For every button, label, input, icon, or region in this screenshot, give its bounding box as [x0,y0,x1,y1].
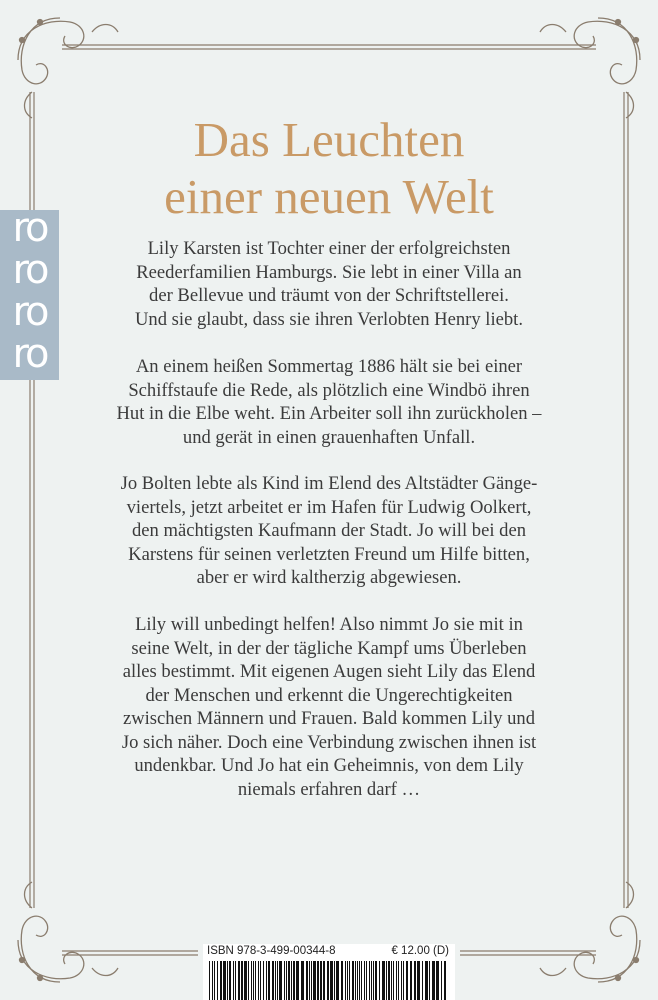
publisher-logo [0,210,59,380]
barcode-bar [379,961,380,1000]
barcode-bar [279,961,282,1000]
barcode-bar [398,961,399,1000]
barcode-bar [441,961,442,1000]
barcode-bar [410,961,412,1000]
barcode-bar [214,961,215,1000]
barcode-bar [251,961,252,1000]
barcode-bar [429,961,430,1000]
barcode-bar [375,961,377,1000]
text-line: Und sie glaubt, dass sie ihren Verlobten Henry liebt. [135,308,523,330]
barcode-bar [349,961,350,1000]
text-line: Hut in die Elbe weht. Ein Arbeiter soll ihn zurückholen – [116,403,542,424]
barcode-bar [327,961,329,1000]
barcode-bar [217,961,218,1000]
barcode-bar [306,961,308,1000]
text-line: Jo Bolten lebte als Kind im Elend des Altstädter Gänge- [120,473,538,494]
barcode-bar [286,961,287,1000]
publisher-logo-row: ro [12,210,47,251]
barcode-bar [352,961,354,1000]
barcode-bar [391,961,392,1000]
barcode-bar [209,961,210,1000]
barcode-bar [361,961,362,1000]
text-line: niemals erfahren darf … [237,778,421,800]
barcode-bar [233,961,234,1000]
barcode-bar [255,961,256,1000]
barcode-bar [393,961,394,1000]
barcode-bar [334,961,335,1000]
barcode-bar [403,961,404,1000]
book-title-line-1: Das Leuchten [193,112,465,167]
barcode-label [203,944,455,1000]
isbn-text: ISBN 978-3-499-00344-8 [207,945,336,957]
barcode-bar [313,961,316,1000]
barcode-bar [388,961,390,1000]
barcode-bar [266,961,267,1000]
text-line: Reederfamilien Hamburgs. Sie lebt in einer Villa an [136,261,522,283]
blurb-paragraph-4 [60,613,598,801]
barcode-bar [371,961,372,1000]
barcode-bar [317,961,319,1000]
barcode-bar [373,961,374,1000]
barcode-bar [336,961,339,1000]
barcode-bar [235,961,236,1000]
barcode-bar [444,961,446,1000]
barcode-bar [366,961,367,1000]
barcode-bar [293,961,295,1000]
text-line: zwischen Männern und Frauen. Bald kommen Lily und [122,708,536,729]
barcode-bar [258,961,259,1000]
text-line: An einem heißen Sommertag 1886 hält sie bei einer [135,356,523,377]
barcode-bar [417,961,420,1000]
barcode-bar [355,961,356,1000]
barcode-bar [357,961,358,1000]
barcode-bar [268,961,270,1000]
barcode-bar [347,961,348,1000]
blurb-paragraph-2 [60,355,598,449]
barcode-bar [425,961,428,1000]
text-line: viertels, jetzt arbeitet er im Hafen für Ludwig Oolkert, [126,496,532,518]
barcode-bar [227,961,228,1000]
barcode-bar [272,961,274,1000]
book-title-line-2: einer neuen Welt [164,169,494,224]
blurb-paragraph-1 [60,237,598,331]
barcode-bar [311,961,312,1000]
barcode-bar [296,961,299,1000]
barcode-bar [301,961,304,1000]
text-line: der Bellevue und träumt von der Schriftstellerei. [149,285,509,306]
publisher-logo-row: ro [12,331,47,377]
barcode-bar [309,961,310,1000]
text-line: alles bestimmt. Mit eigenen Augen sieht Lily das Elend [122,661,536,682]
barcode-bar [284,961,285,1000]
barcode-bar [406,961,408,1000]
barcode-bar [436,961,439,1000]
text-line: Lily Karsten ist Tochter einer der erfolgreichsten [147,238,511,259]
barcode-bar [263,961,264,1000]
barcode-bar [320,961,322,1000]
publisher-logo-row: ro [12,247,47,293]
barcode-bar [414,961,416,1000]
text-line: Karstens für seinen verletzten Freund um Hilfe bitten, [128,543,530,565]
barcode-bar [248,961,249,1000]
barcode-bar [382,961,385,1000]
barcode-bar [241,961,243,1000]
corner-ornament-bottom-left [18,882,118,982]
barcode-bar [229,961,231,1000]
barcode-bar [238,961,240,1000]
barcode-bar [275,961,276,1000]
text-line: undenkbar. Und Jo hat ein Geheimnis, von dem Lily [134,755,524,776]
barcode-bar [364,961,365,1000]
barcode-bar [223,961,226,1000]
blurb-paragraph-3 [60,472,598,590]
barcode-bar [386,961,387,1000]
text-line: seine Welt, in der der tägliche Kampf ums Überleben [131,637,527,659]
text-line: Lily will unbedingt helfen! Also nimmt Jo sie mit in [135,614,523,635]
barcode-bar [401,961,402,1000]
text-line: und gerät in einen grauenhaften Unfall. [182,426,476,448]
barcode-bar [341,961,343,1000]
barcode-bar [369,961,370,1000]
text-line: Schiffstaufe die Rede, als plötzlich eine Windbö ihren [128,379,530,401]
barcode-bar [323,961,325,1000]
barcode-bar [396,961,397,1000]
corner-ornament-top-left [18,18,118,118]
corner-ornament-bottom-right [540,882,640,982]
barcode-bar [291,961,292,1000]
text-line: den mächtigsten Kaufmann der Stadt. Jo will bei den [132,520,526,541]
barcode-bars [207,961,451,1000]
publisher-logo-row: ro [12,289,47,335]
barcode-bar [345,961,346,1000]
text-line: der Menschen und erkennt die Ungerechtigkeiten [145,684,513,706]
price-text: € 12.00 (D) [391,945,449,957]
barcode-bar [253,961,254,1000]
barcode-bar [220,961,222,1000]
text-line: Jo sich näher. Doch eine Verbindung zwischen ihnen ist [121,731,537,753]
barcode-bar [359,961,360,1000]
barcode-bar [330,961,333,1000]
barcode-bar [260,961,261,1000]
barcode-bar [288,961,290,1000]
corner-ornament-top-right [540,18,640,118]
barcode-bar [244,961,247,1000]
barcode-bar [277,961,278,1000]
barcode-bar [432,961,435,1000]
barcode-bar [422,961,423,1000]
barcode-bar [212,961,213,1000]
text-line: aber er wird kaltherzig abgewiesen. [196,567,462,588]
